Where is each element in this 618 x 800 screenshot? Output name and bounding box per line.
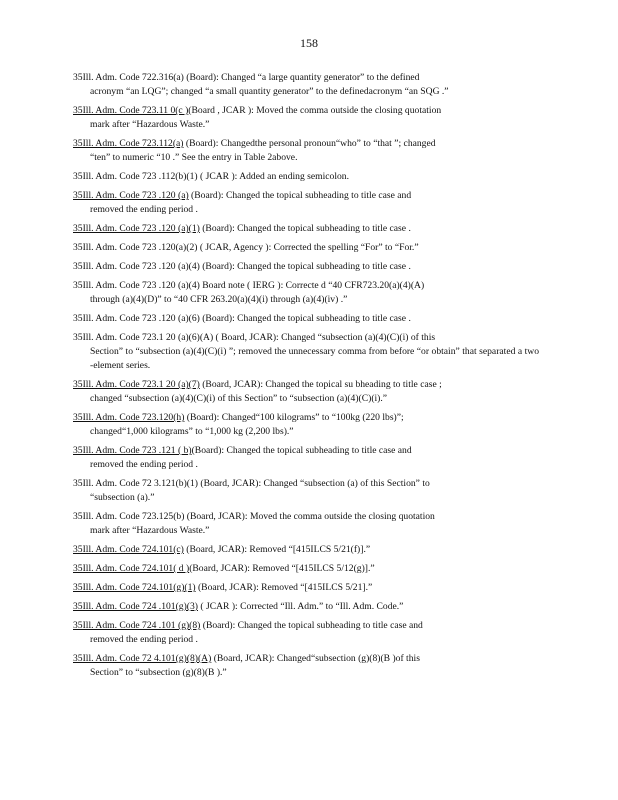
entry-text: (Board, JCAR): Moved the comma outside the closing quotation xyxy=(184,511,435,522)
entry-citation: 35Ill. Adm. Code 723 .120(a)(2) xyxy=(73,242,198,253)
entry-citation: 35Ill. Adm. Code 723 .120 (a)(6) xyxy=(73,313,200,324)
entry-text: (Board): Changed the topical subheading to title case and xyxy=(200,620,423,631)
change-entry xyxy=(73,104,539,132)
entry-text: (Board, JCAR): Changed “subsection (a) of this Section” to xyxy=(197,478,430,489)
change-entry xyxy=(73,378,539,406)
change-entry xyxy=(73,543,539,557)
entry-list xyxy=(73,71,539,685)
entry-citation: 35Ill. Adm. Code 724.101( d ) xyxy=(73,563,190,574)
entry-text: (Board): Changed“100 kilograms” to “100kg (220 lbs)”; xyxy=(184,412,404,423)
change-entry xyxy=(73,411,539,439)
entry-citation: 35Ill. Adm. Code 724.101(g)(1) xyxy=(73,582,196,593)
entry-text: (Board, JCAR): Removed “[415ILCS 5/21].” xyxy=(195,582,373,593)
entry-text: ( Board, JCAR): Changed “subsection (a)(4)(C)(i) of this xyxy=(213,332,436,343)
change-entry xyxy=(73,619,539,647)
entry-text: (Board , JCAR ): Moved the comma outside the closing quotation xyxy=(188,105,442,116)
change-entry xyxy=(73,241,539,255)
entry-continuation: “ten” to numeric “10 .” See the entry in Table 2above. xyxy=(90,152,298,163)
entry-citation: 35Ill. Adm. Code 72 4.101(g)(8)(A) xyxy=(73,653,212,664)
entry-continuation: Section” to “subsection (g)(8)(B ).” xyxy=(90,667,227,678)
change-entry xyxy=(73,312,539,326)
change-entry xyxy=(73,477,539,505)
entry-citation: 35Ill. Adm. Code 724.101(c) xyxy=(73,544,184,555)
entry-continuation: “subsection (a).” xyxy=(90,492,155,503)
entry-text: (Board): Changed “a large quantity generator” to the defined xyxy=(183,72,420,83)
entry-text: (Board): Changed the topical subheading to title case and xyxy=(191,445,412,456)
change-entry xyxy=(73,600,539,614)
entry-citation: 35Ill. Adm. Code 724 .101 (g)(8) xyxy=(73,620,201,631)
entry-citation: 35Ill. Adm. Code 723.1 20 (a)(7) xyxy=(73,379,200,390)
entry-text: ( JCAR ): Corrected “Ill. Adm.” to “Ill. Adm. Code.” xyxy=(197,601,404,612)
entry-text: Board note ( IERG ): Correcte d “40 CFR723.20(a)(4)(A) xyxy=(199,280,425,291)
entry-citation: 35Ill. Adm. Code 723.11 0(c ) xyxy=(73,105,189,116)
change-entry xyxy=(73,510,539,538)
entry-citation: 35Ill. Adm. Code 723 .121 ( b) xyxy=(73,445,192,456)
entry-citation: 35Ill. Adm. Code 72 3.121(b)(1) xyxy=(73,478,198,489)
entry-citation: 35Ill. Adm. Code 723.112(a) xyxy=(73,138,184,149)
change-entry xyxy=(73,652,539,680)
page-number: 158 xyxy=(300,36,318,50)
entry-continuation: removed the ending period . xyxy=(90,204,198,215)
entry-text: (Board): Changed the topical subheading to title case . xyxy=(199,261,411,272)
entry-continuation: changed“1,000 kilograms” to “1,000 kg (2,200 lbs).” xyxy=(90,426,294,437)
entry-citation: 35Ill. Adm. Code 723 .120 (a)(4) xyxy=(73,280,200,291)
change-entry xyxy=(73,444,539,472)
entry-continuation: mark after “Hazardous Waste.” xyxy=(90,119,210,130)
entry-text: (Board): Changedthe personal pronoun“who” to “that ”; changed xyxy=(183,138,436,149)
entry-continuation: mark after “Hazardous Waste.” xyxy=(90,525,210,536)
entry-citation: 35Ill. Adm. Code 724 .101(g)(3) xyxy=(73,601,198,612)
change-entry xyxy=(73,222,539,236)
change-entry xyxy=(73,260,539,274)
entry-text: (Board): Changed the topical subheading to title case . xyxy=(199,313,411,324)
entry-text: (Board): Changed the topical subheading to title case and xyxy=(188,190,412,201)
entry-citation: 35Ill. Adm. Code 723 .120 (a) xyxy=(73,190,189,201)
entry-text: (Board, JCAR): Changed“subsection (g)(8)(B )of this xyxy=(211,653,420,664)
entry-continuation: removed the ending period . xyxy=(90,634,198,645)
entry-continuation: changed “subsection (a)(4)(C)(i) of this Section” to “subsection (a)(4)(C)(i).” xyxy=(90,393,388,404)
entry-continuation: removed the ending period . xyxy=(90,459,198,470)
change-entry xyxy=(73,581,539,595)
change-entry xyxy=(73,189,539,217)
entry-citation: 35Ill. Adm. Code 723.1 20 (a)(6)(A) xyxy=(73,332,214,343)
entry-text: (Board, JCAR): Changed the topical su bheading to title case ; xyxy=(199,379,442,390)
entry-citation: 35Ill. Adm. Code 723 .112(b)(1) xyxy=(73,171,198,182)
entry-citation: 35Ill. Adm. Code 722.316(a) xyxy=(73,72,184,83)
change-entry xyxy=(73,562,539,576)
entry-continuation: through (a)(4)(D)” to “40 CFR 263.20(a)(4)(i) through (a)(4)(iv) .” xyxy=(90,294,348,305)
entry-text: ( JCAR ): Added an ending semicolon. xyxy=(197,171,349,182)
change-entry xyxy=(73,71,539,99)
change-entry xyxy=(73,279,539,307)
entry-text: (Board, JCAR): Removed “[415ILCS 5/12(g)].” xyxy=(189,563,375,574)
entry-text: (Board): Changed the topical subheading to title case . xyxy=(199,223,411,234)
entry-continuation: Section” to “subsection (a)(4)(C)(i) ”; removed the unnecessary comma from before “or obtain” that separated a two -element series. xyxy=(90,346,539,371)
change-entry xyxy=(73,331,539,373)
entry-text: ( JCAR, Agency ): Corrected the spelling “For” to “For.” xyxy=(197,242,419,253)
change-entry xyxy=(73,137,539,165)
entry-citation: 35Ill. Adm. Code 723.120(h) xyxy=(73,412,185,423)
entry-citation: 35Ill. Adm. Code 723 .120 (a)(4) xyxy=(73,261,200,272)
entry-citation: 35Ill. Adm. Code 723.125(b) xyxy=(73,511,185,522)
entry-citation: 35Ill. Adm. Code 723 .120 (a)(1) xyxy=(73,223,200,234)
entry-text: (Board, JCAR): Removed “[415ILCS 5/21(f)].” xyxy=(183,544,371,555)
entry-continuation: acronym “an LQG”; changed “a small quantity generator” to the definedacronym “an SQG .” xyxy=(90,86,449,97)
change-entry xyxy=(73,170,539,184)
